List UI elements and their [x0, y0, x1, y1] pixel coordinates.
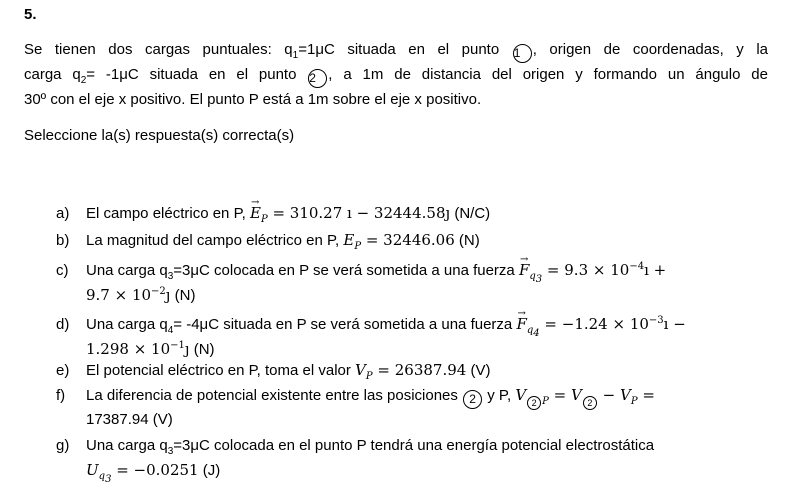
- option-f[interactable]: f) La diferencia de potencial existente entre las posiciones 2 y P, V $_{2 P}$ = V $_2 - V_P$ =: [56, 386, 655, 408]
- option-e[interactable]: e) El potencial eléctrico en P, toma el valor $V_P = 26387.94$ (V): [56, 361, 491, 382]
- point-2-marker: 2: [527, 396, 541, 410]
- intro-line-3: 30º con el eje x positivo. El punto P está a 1m sobre el eje x positivo.: [24, 91, 482, 108]
- option-a[interactable]: a) El campo eléctrico en P, → $E_P = 310.27$ ı − 32444.58ȷ (N/C): [56, 203, 490, 230]
- instruction: Seleccione la(s) respuesta(s) correcta(s): [24, 127, 295, 144]
- option-g-continuation: $U_{q_3} = -0.0251$ (J): [86, 461, 221, 485]
- option-f-continuation: 17387.94 (V): [86, 411, 173, 428]
- option-c-continuation: $9.7 \times 10^{-2}ȷ$ (N): [86, 286, 196, 304]
- option-g[interactable]: g) Una carga $q_3=3\mu C$ colocada en el punto P tendrá una energía potencial electrostática: [56, 437, 655, 457]
- question-number: 5.: [24, 6, 37, 23]
- intro-line-2: carga $q_2= -1\mu C$ situada en el punto 2 , a 1m de distancia del origen y formando un ángulo de: [24, 66, 768, 86]
- point-2-marker: 2: [308, 69, 327, 88]
- option-d[interactable]: d) Una carga $q_4= -4\mu C$ situada en P se verá sometida a una fuerza → $F_{q_4} = -1.24$ × $10^{-3}ı$ −: [56, 311, 686, 344]
- option-d-continuation: $1.298 \times 10^{-1}ȷ$ (N): [86, 340, 215, 358]
- option-b[interactable]: b) La magnitud del campo eléctrico en P, $E_P = 32446.06$ (N): [56, 231, 480, 252]
- option-c[interactable]: c) Una carga $q_3=3\mu C$ colocada en P se verá sometida a una fuerza → $F_{q_3} = 9.3$ × $10^{-4}ı$ +: [56, 257, 666, 290]
- point-1-marker: 1: [513, 44, 532, 63]
- point-2-marker: 2: [583, 396, 597, 410]
- point-2-marker: 2: [463, 390, 482, 409]
- intro-line-1: Se tienen dos cargas puntuales: $q_1=1\mu C$ situada en el punto 1 , origen de coordenadas, y la: [24, 41, 768, 61]
